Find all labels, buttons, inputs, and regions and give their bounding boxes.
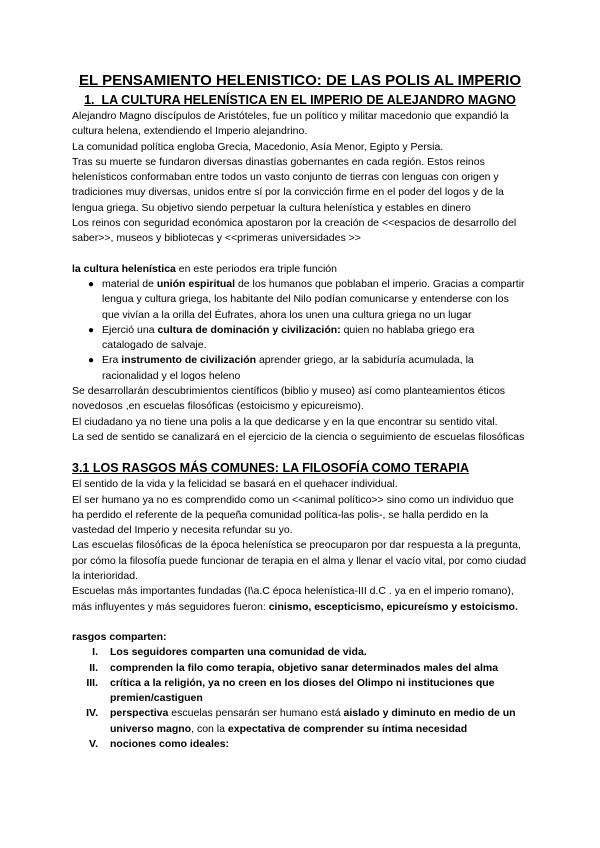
paragraph: Las escuelas filosóficas de la época helenística se preocuparon por dar respuesta a la pregunta, por cómo la filosofía puede funcionar de terapia en el alma y llenar el vacío vital, por como ciudad la interioridad. xyxy=(72,539,527,583)
document-title: EL PENSAMIENTO HELENISTICO: DE LAS POLIS AL IMPERIO xyxy=(79,72,521,89)
list-item: I. Los seguidores comparten una comunidad de vida. xyxy=(92,646,367,659)
function-list xyxy=(72,277,528,384)
paragraph: Se desarrollarán descubrimientos científicos (biblio y museo) así como planteamientos éticos novedosos ,en escuelas filosóficas (estoicismo y epicureismo). xyxy=(72,385,506,413)
schools-list: cinismo, escepticismo, epicureísmo y estoicismo. xyxy=(268,600,518,613)
document-page xyxy=(72,72,528,752)
bullet-icon: ● xyxy=(88,324,95,336)
paragraph: Los reinos con seguridad económica apostaron por la creación de <<espacios de desarrollo del saber>>, museos y bibliotecas y <<primeras universidades >> xyxy=(72,217,517,245)
list-item: III. crítica a la religión, ya no creen en los dioses del Olimpo ni instituciones que premien/castiguen xyxy=(86,676,495,705)
rasgos-label: rasgos comparten: xyxy=(72,630,167,643)
bullet-icon: ● xyxy=(88,278,95,290)
list-item: IV. perspectiva escuelas pensarán ser humano está aislado y diminuto en medio de un universo magno, con la expectativa de comprender su íntima necesidad xyxy=(86,707,516,735)
section-1-title: LA CULTURA HELENÍSTICA EN EL IMPERIO DE ALEJANDRO MAGNO xyxy=(101,93,516,107)
list-item: ● Ejerció una cultura de dominación y civilización: quien no hablaba griego era catalogado de salvaje. xyxy=(88,323,475,352)
bold-term: la cultura helenística xyxy=(72,262,176,275)
paragraph: La comunidad política engloba Grecia, Macedonio, Asía Menor, Egipto y Persia. xyxy=(72,140,444,153)
list-item: II. comprenden la filo como terapia, objetivo sanar determinados males del alma xyxy=(89,661,499,674)
list-item: V. nociones como ideales: xyxy=(89,737,230,750)
section-1-number: 1. xyxy=(84,93,95,107)
bullet-icon: ● xyxy=(88,355,95,367)
paragraph: Alejandro Magno discípulos de Aristóteles, fue un político y militar macedonio que expandió la cultura helena, extendiendo el Imperio alejandrino. xyxy=(72,110,509,138)
rasgos-list xyxy=(72,645,528,752)
paragraph: Escuelas más importantes fundadas (I\a.C época helenística-III d.C . ya en el imperio romano), más influyentes y más seguidores fueron: cinismo, escepticismo, epicureísmo y estoicismo. xyxy=(72,585,518,613)
paragraph: El ser humano ya no es comprendido como un <<animal político>> sino como un individuo que ha perdido el referente de la pequeña comunidad política-las polis-, se halla perdido en la vastedad del Imperio y necesita refundar su yo. xyxy=(72,493,514,537)
section-1-heading xyxy=(72,92,528,109)
paragraph: Tras su muerte se fundaron diversas dinastías gobernantes en cada región. Estos reinos helenísticos conformaban entre todos un vasto conjunto de tierras con lenguas con origen y tradiciones muy diversas, unidos entre sí por la convicción firme en el poder del logos y de la lengua griega. Su objetivo siendo perpetuar la cultura helenística y estables en dinero xyxy=(72,155,504,214)
list-item: ● material de unión espiritual de los humanos que poblaban el imperio. Gracias a compartir lengua y cultura griega, los habitante del Nilo podían comunicarse y entenderse con los que vivían a la orilla del Éufrates, ahora los unen una cultura griega no un lugar xyxy=(88,277,525,321)
section-3-1-heading: 3.1 LOS RASGOS MÁS COMUNES: LA FILOSOFÍA COMO TERAPIA xyxy=(72,461,470,476)
paragraph: El ciudadano ya no tiene una polis a la que dedicarse y en la que encontrar su sentido vital. xyxy=(72,415,498,428)
paragraph: El sentido de la vida y la felicidad se basará en el quehacer individual. xyxy=(72,478,398,491)
paragraph: La sed de sentido se canalizará en el ejercicio de la ciencia o seguimiento de escuelas filosóficas xyxy=(72,430,525,443)
list-item: ● Era instrumento de civilización aprender griego, ar la sabiduría acumulada, la racionalidad y el logos heleno xyxy=(88,354,474,382)
function-intro: la cultura helenística en este periodos era triple función xyxy=(72,262,337,275)
